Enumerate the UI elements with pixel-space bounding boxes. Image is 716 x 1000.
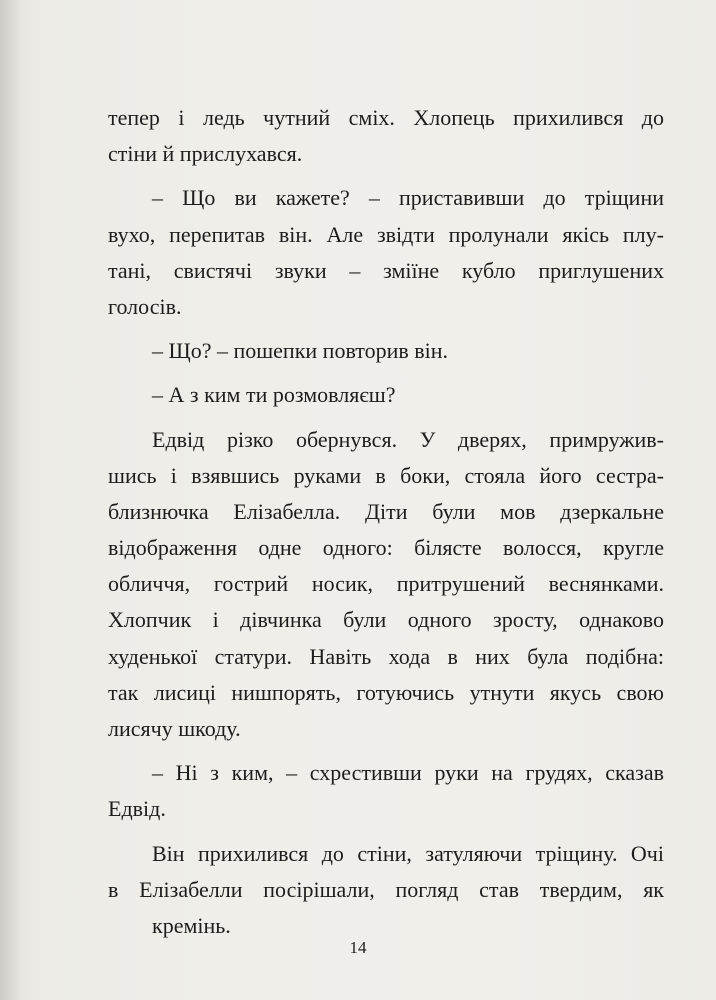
spine-shadow (0, 0, 22, 1000)
text-line: худенької статури. Навіть хода в них була подібна: (108, 643, 664, 669)
text-line: відображення одне одного: білясте волосся, кругле (108, 535, 664, 561)
text-line: – Ні з ким, – схрестивши руки на грудях, сказав (152, 760, 664, 786)
text-line: голосів. (108, 293, 182, 319)
paragraph (108, 333, 664, 369)
paragraph (108, 180, 664, 325)
text-line: Едвід різко обернувся. У дверях, примружив- (152, 426, 664, 452)
text-line: – Що? – пошепки повторив він. (152, 338, 449, 364)
paragraph (108, 377, 664, 413)
page-number: 14 (349, 938, 367, 957)
text-line: тані, свистячі звуки – зміїне кубло приглушених (108, 257, 664, 283)
text-line: шись і взявшись руками в боки, стояла його сестра- (108, 462, 664, 488)
text-line: лисячу шкоду. (108, 716, 241, 741)
text-line: стіни й прислухався. (108, 141, 303, 167)
text-line: в Елізабелли посірішали, погляд став твердим, як (108, 876, 664, 902)
text-line: тепер і ледь чутний сміх. Хлопець прихилився до (108, 105, 664, 130)
text-line: так лисиці нишпорять, готуючись утнути якусь свою (108, 679, 664, 705)
text-line: – А з ким ти розмовляєш? (152, 382, 396, 408)
text-line: близнючка Елізабелла. Діти були мов дзеркальне (108, 498, 664, 524)
body-text (108, 100, 664, 944)
text-line: Едвід. (108, 796, 166, 822)
text-line: обличчя, гострий носик, притрушений веснянками. (108, 571, 664, 597)
text-line: Він прихилився до стіни, затуляючи тріщину. Очі (152, 840, 664, 866)
text-line: Хлопчик і дівчинка були одного зросту, однаково (108, 607, 664, 633)
paragraph (108, 100, 664, 172)
text-line: – Що ви кажете? – приставивши до тріщини (152, 185, 664, 211)
paragraph (108, 836, 664, 945)
text-line: кремінь. (152, 912, 231, 938)
paragraph (108, 755, 664, 827)
text-line: вухо, перепитав він. Але звідти пролунали якісь плу- (108, 221, 664, 247)
paragraph (108, 422, 664, 748)
